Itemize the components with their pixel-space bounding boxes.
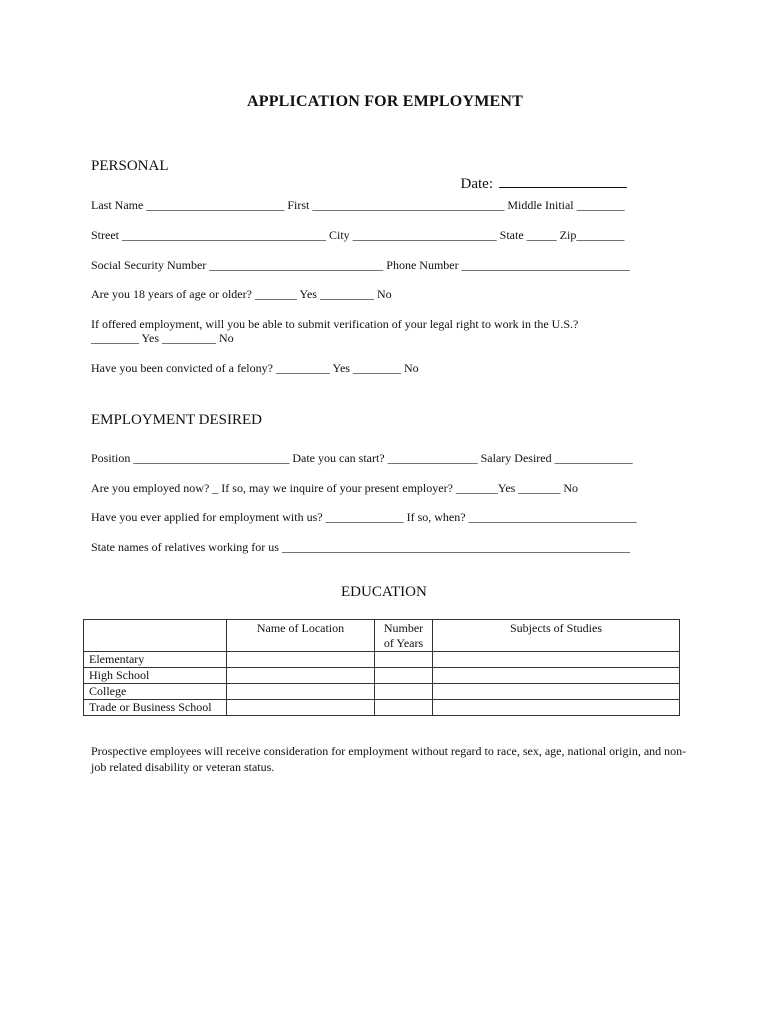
table-header-row [84, 620, 680, 652]
location-cell[interactable] [227, 668, 375, 684]
table-header-blank [84, 620, 227, 652]
applied-before-line[interactable]: Have you ever applied for employment with us? _____________ If so, when? ____________________________ [91, 510, 637, 524]
table-row-label: Elementary [84, 652, 227, 668]
ssn-phone-line[interactable]: Social Security Number _____________________________ Phone Number ____________________________ [91, 258, 630, 272]
location-cell[interactable] [227, 684, 375, 700]
section-heading-education: EDUCATION [341, 584, 427, 600]
table-row-label: College [84, 684, 227, 700]
page-title: APPLICATION FOR EMPLOYMENT [246, 93, 523, 110]
years-cell[interactable] [375, 684, 433, 700]
subjects-cell[interactable] [433, 652, 680, 668]
table-row [84, 700, 680, 716]
work-verification-answer-line[interactable]: ________ Yes _________ No [91, 331, 234, 345]
felony-question-line[interactable]: Have you been convicted of a felony? _________ Yes ________ No [91, 361, 419, 375]
education-table [83, 619, 680, 716]
date-label: Date: [460, 176, 493, 192]
employed-now-line[interactable]: Are you employed now? _ If so, may we inquire of your present employer? _______Yes _______ No [91, 481, 579, 495]
table-row [84, 684, 680, 700]
table-row [84, 668, 680, 684]
address-line[interactable]: Street __________________________________ City ________________________ State _____ Zip________ [91, 228, 625, 242]
location-cell[interactable] [227, 700, 375, 716]
table-header-subjects: Subjects of Studies [433, 620, 680, 652]
work-verification-question: If offered employment, will you be able to submit verification of your legal right to work in the U.S.? [91, 317, 579, 331]
location-cell[interactable] [227, 652, 375, 668]
name-line[interactable]: Last Name _______________________ First ________________________________ Middle Initial ________ [91, 198, 625, 212]
section-heading-employment: EMPLOYMENT DESIRED [91, 412, 262, 428]
date-field[interactable] [453, 158, 627, 193]
table-row-label: Trade or Business School [84, 700, 227, 716]
table-header-years: Number of Years [375, 620, 433, 652]
position-line[interactable]: Position __________________________ Date you can start? _______________ Salary Desired _____________ [91, 451, 633, 465]
years-cell[interactable] [375, 652, 433, 668]
table-header-location: Name of Location [227, 620, 375, 652]
date-blank-line[interactable] [499, 175, 627, 188]
subjects-cell[interactable] [433, 668, 680, 684]
years-cell[interactable] [375, 700, 433, 716]
relatives-line[interactable]: State names of relatives working for us __________________________________________________________ [91, 540, 630, 554]
subjects-cell[interactable] [433, 684, 680, 700]
section-heading-personal: PERSONAL [91, 158, 169, 174]
age-question-line[interactable]: Are you 18 years of age or older? _______ Yes _________ No [91, 287, 392, 301]
equal-opportunity-note: Prospective employees will receive consideration for employment without regard to race, sex, age, national origin, and non-job related disability or veteran status. [91, 744, 687, 774]
subjects-cell[interactable] [433, 700, 680, 716]
years-cell[interactable] [375, 668, 433, 684]
table-row-label: High School [84, 668, 227, 684]
table-row [84, 652, 680, 668]
